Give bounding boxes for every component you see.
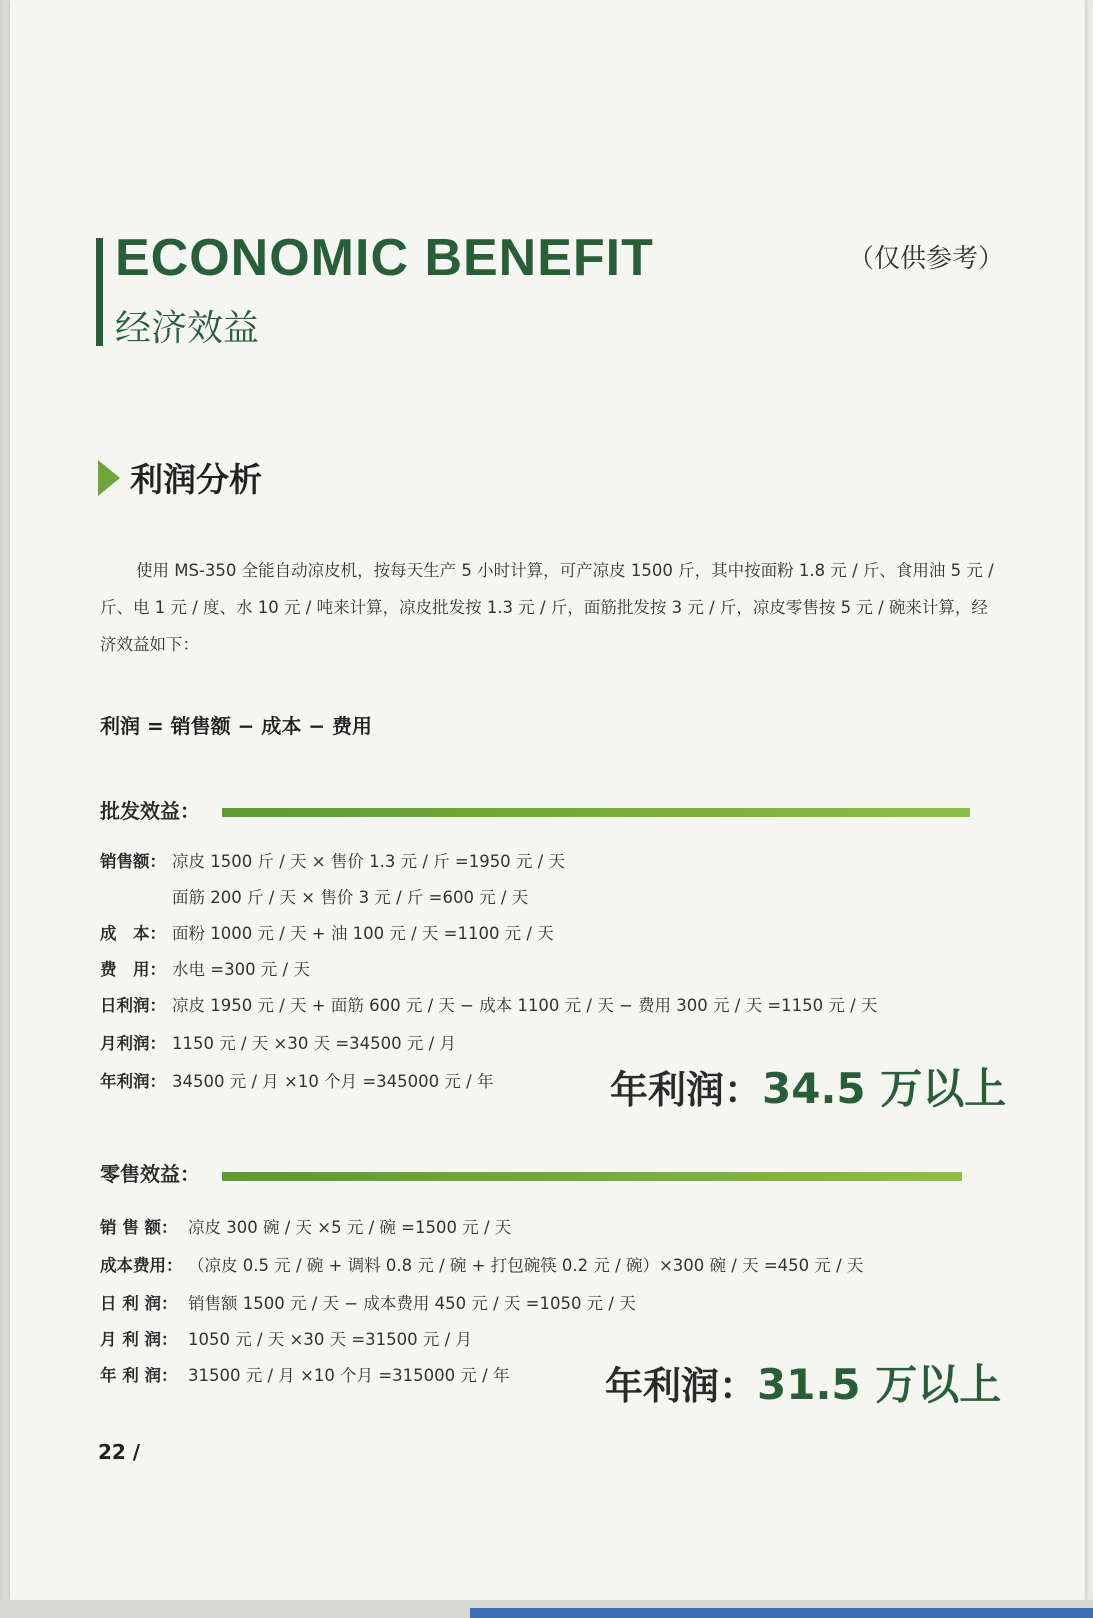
row-text: 凉皮 300 碗 / 天 ×5 元 / 碗 =1500 元 / 天 (188, 1218, 512, 1237)
row-label: 月利润： (100, 1034, 166, 1053)
annual-profit-label: 年利润： (605, 1364, 758, 1408)
row-label: 成本费用： (100, 1256, 183, 1275)
row-label: 年利润： (100, 1072, 166, 1091)
wholesale-row (100, 920, 554, 944)
row-text: （凉皮 0.5 元 / 碗 + 调料 0.8 元 / 碗 + 打包碗筷 0.2 元 / 碗）×300 碗 / 天 =450 元 / 天 (188, 1256, 864, 1275)
row-label: 费 用： (100, 960, 166, 979)
row-label: 年 利 润： (100, 1366, 178, 1385)
wholesale-annual-profit (610, 1056, 1006, 1116)
row-text: 销售额 1500 元 / 天 − 成本费用 450 元 / 天 =1050 元 / 天 (188, 1294, 636, 1313)
retail-heading: 零售效益： (100, 1162, 200, 1186)
retail-row (100, 1252, 863, 1276)
retail-row (100, 1290, 636, 1314)
row-label: 日 利 润： (100, 1294, 178, 1313)
row-text: 1150 元 / 天 ×30 天 =34500 元 / 月 (172, 1034, 456, 1053)
retail-divider (222, 1172, 962, 1181)
row-text: 水电 =300 元 / 天 (172, 960, 310, 979)
triangle-arrow-icon (98, 460, 120, 496)
wholesale-heading: 批发效益： (100, 799, 200, 823)
wholesale-row (100, 992, 877, 1016)
row-text: 凉皮 1950 元 / 天 + 面筋 600 元 / 天 − 成本 1100 元 / 天 − 费用 300 元 / 天 =1150 元 / 天 (172, 996, 878, 1015)
retail-row (100, 1362, 509, 1386)
wholesale-row (100, 884, 528, 908)
page-title-cn: 经济效益 (115, 308, 260, 349)
page-title-en: ECONOMIC BENEFIT (115, 229, 654, 287)
annual-profit-label: 年利润： (610, 1068, 763, 1112)
retail-row (100, 1214, 511, 1238)
row-text: 凉皮 1500 斤 / 天 × 售价 1.3 元 / 斤 =1950 元 / 天 (172, 852, 565, 871)
heading-accent-bar (96, 238, 103, 346)
retail-annual-profit (605, 1352, 1001, 1412)
annual-profit-value: 31.5 万以上 (757, 1360, 1002, 1409)
wholesale-row (100, 956, 310, 980)
row-text: 1050 元 / 天 ×30 天 =31500 元 / 月 (188, 1330, 472, 1349)
wholesale-row (100, 1068, 493, 1092)
page-number: 22 / (98, 1440, 141, 1464)
row-label: 销售额： (100, 852, 166, 871)
profit-formula: 利润 = 销售额 − 成本 − 费用 (100, 714, 373, 738)
retail-row (100, 1326, 472, 1350)
row-label: 日利润： (100, 996, 166, 1015)
row-label: 销 售 额： (100, 1218, 178, 1237)
wholesale-divider (222, 808, 970, 817)
row-text: 31500 元 / 月 ×10 个月 =315000 元 / 年 (188, 1366, 510, 1385)
page-edge (0, 0, 10, 1618)
section-title: 利润分析 (130, 460, 262, 499)
intro-paragraph: 使用 MS-350 全能自动凉皮机，按每天生产 5 小时计算，可产凉皮 1500 斤，其中按面粉 1.8 元 / 斤、食用油 5 元 / 斤、电 1 元 / 度、水 10 元 / 吨来计算，凉皮批发按 1.3 元 / 斤，面筋批发按 3 元 / 斤，凉皮零售按 5 元 / 碗来计算，经济效益如下： (100, 561, 994, 654)
annual-profit-value: 34.5 万以上 (762, 1064, 1007, 1113)
row-text: 面粉 1000 元 / 天 + 油 100 元 / 天 =1100 元 / 天 (172, 924, 554, 943)
bottom-blue-edge (470, 1608, 1093, 1618)
row-text: 34500 元 / 月 ×10 个月 =345000 元 / 年 (172, 1072, 494, 1091)
reference-note: （仅供参考） (848, 244, 1005, 274)
row-label: 成 本： (100, 924, 166, 943)
row-label: 月 利 润： (100, 1330, 178, 1349)
row-text: 面筋 200 斤 / 天 × 售价 3 元 / 斤 =600 元 / 天 (172, 888, 529, 907)
wholesale-row (100, 1030, 456, 1054)
wholesale-row (100, 848, 565, 872)
